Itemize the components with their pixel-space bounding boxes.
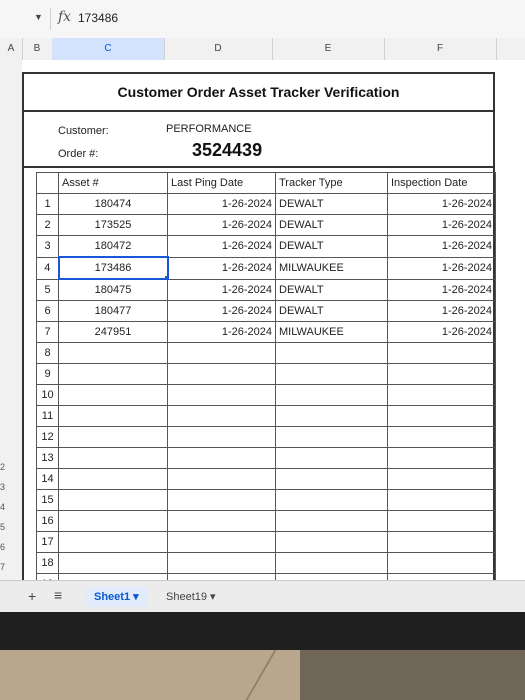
order-label: Order #: bbox=[58, 148, 99, 160]
column-header-b[interactable]: B bbox=[22, 38, 53, 60]
table-row bbox=[37, 301, 496, 322]
inspection-cell[interactable]: 1-26-2024 bbox=[388, 322, 496, 343]
row-header[interactable]: 6 bbox=[0, 542, 6, 552]
row-header-strip bbox=[0, 60, 23, 580]
table-row bbox=[37, 448, 496, 469]
ping-cell[interactable]: 1-26-2024 bbox=[168, 236, 276, 258]
inspection-cell[interactable]: 1-26-2024 bbox=[388, 194, 496, 215]
ping-cell[interactable] bbox=[168, 490, 276, 511]
table-row bbox=[37, 553, 496, 574]
ping-cell[interactable]: 1-26-2024 bbox=[168, 301, 276, 322]
inspection-cell[interactable]: 1-26-2024 bbox=[388, 257, 496, 279]
row-number[interactable]: 15 bbox=[37, 490, 59, 511]
header-last-ping: Last Ping Date bbox=[168, 173, 276, 194]
column-header-a[interactable]: A bbox=[0, 38, 23, 60]
type-cell[interactable]: MILWAUKEE bbox=[276, 322, 388, 343]
inspection-cell[interactable] bbox=[388, 532, 496, 553]
table-row bbox=[37, 215, 496, 236]
ping-cell[interactable] bbox=[168, 469, 276, 490]
row-number[interactable]: 11 bbox=[37, 406, 59, 427]
table-row bbox=[37, 236, 496, 258]
inspection-cell[interactable] bbox=[388, 469, 496, 490]
asset-cell[interactable]: 180475 bbox=[59, 279, 168, 301]
asset-cell[interactable] bbox=[59, 448, 168, 469]
page-title: Customer Order Asset Tracker Verification bbox=[22, 74, 495, 112]
table-row bbox=[37, 279, 496, 301]
type-cell[interactable] bbox=[276, 427, 388, 448]
table-row bbox=[37, 322, 496, 343]
cell-reference-dropdown-icon[interactable]: ▼ bbox=[34, 12, 43, 22]
row-number[interactable]: 2 bbox=[37, 215, 59, 236]
asset-cell[interactable] bbox=[59, 385, 168, 406]
table-row bbox=[37, 385, 496, 406]
inspection-cell[interactable] bbox=[388, 511, 496, 532]
asset-cell[interactable] bbox=[59, 427, 168, 448]
table-row bbox=[37, 343, 496, 364]
type-cell[interactable] bbox=[276, 511, 388, 532]
asset-cell[interactable]: 247951 bbox=[59, 322, 168, 343]
formula-bar bbox=[0, 0, 525, 39]
type-cell[interactable]: DEWALT bbox=[276, 194, 388, 215]
row-number[interactable]: 12 bbox=[37, 427, 59, 448]
type-cell[interactable] bbox=[276, 385, 388, 406]
header-asset: Asset # bbox=[59, 173, 168, 194]
row-header[interactable]: 4 bbox=[0, 502, 6, 512]
asset-cell[interactable] bbox=[59, 490, 168, 511]
row-number[interactable]: 6 bbox=[37, 301, 59, 322]
ping-cell[interactable] bbox=[168, 385, 276, 406]
desk-surface bbox=[0, 650, 525, 700]
ping-cell[interactable]: 1-26-2024 bbox=[168, 215, 276, 236]
all-sheets-button[interactable]: ≡ bbox=[54, 587, 63, 603]
type-cell[interactable] bbox=[276, 490, 388, 511]
asset-cell[interactable] bbox=[59, 343, 168, 364]
header-tracker-type: Tracker Type bbox=[276, 173, 388, 194]
type-cell[interactable]: DEWALT bbox=[276, 279, 388, 301]
asset-cell[interactable] bbox=[59, 532, 168, 553]
monitor-bezel bbox=[0, 612, 525, 650]
row-number[interactable]: 18 bbox=[37, 553, 59, 574]
row-number[interactable]: 8 bbox=[37, 343, 59, 364]
asset-cell[interactable]: 173525 bbox=[59, 215, 168, 236]
type-cell[interactable] bbox=[276, 364, 388, 385]
table-row bbox=[37, 427, 496, 448]
asset-cell[interactable]: 180472 bbox=[59, 236, 168, 258]
table-header-row bbox=[37, 173, 496, 194]
header-inspection-date: Inspection Date bbox=[388, 173, 496, 194]
ping-cell[interactable] bbox=[168, 343, 276, 364]
asset-cell[interactable]: 180477 bbox=[59, 301, 168, 322]
column-header-c[interactable]: C bbox=[52, 38, 165, 60]
sheet-tab-bar bbox=[0, 580, 525, 612]
row-header[interactable]: 5 bbox=[0, 522, 6, 532]
row-number[interactable]: 16 bbox=[37, 511, 59, 532]
type-cell[interactable] bbox=[276, 448, 388, 469]
column-header-bar bbox=[0, 38, 525, 61]
ping-cell[interactable] bbox=[168, 427, 276, 448]
table-row bbox=[37, 511, 496, 532]
fill-handle[interactable] bbox=[165, 276, 168, 279]
inspection-cell[interactable] bbox=[388, 448, 496, 469]
order-number[interactable]: 3524439 bbox=[192, 140, 263, 160]
asset-table bbox=[36, 172, 496, 595]
type-cell[interactable]: DEWALT bbox=[276, 236, 388, 258]
ping-cell[interactable] bbox=[168, 511, 276, 532]
ping-cell[interactable]: 1-26-2024 bbox=[168, 322, 276, 343]
table-row bbox=[37, 406, 496, 427]
row-number[interactable]: 3 bbox=[37, 236, 59, 258]
type-cell[interactable] bbox=[276, 553, 388, 574]
type-cell[interactable] bbox=[276, 406, 388, 427]
inspection-cell[interactable] bbox=[388, 553, 496, 574]
customer-value[interactable]: PERFORMANCE bbox=[166, 123, 252, 135]
inspection-cell[interactable]: 1-26-2024 bbox=[388, 236, 496, 258]
row-header[interactable]: 7 bbox=[0, 562, 6, 572]
column-header-d[interactable]: D bbox=[164, 38, 273, 60]
type-cell[interactable]: MILWAUKEE bbox=[276, 257, 388, 279]
row-number[interactable]: 7 bbox=[37, 322, 59, 343]
asset-cell[interactable] bbox=[59, 469, 168, 490]
column-header-e[interactable]: E bbox=[272, 38, 385, 60]
asset-cell[interactable] bbox=[59, 553, 168, 574]
column-header-f[interactable]: F bbox=[384, 38, 497, 60]
tab-sheet19[interactable]: Sheet19 ▾ bbox=[166, 591, 216, 603]
row-number[interactable]: 17 bbox=[37, 532, 59, 553]
asset-cell[interactable] bbox=[59, 511, 168, 532]
tab-sheet1[interactable]: Sheet1 ▾ bbox=[86, 587, 147, 607]
ping-cell[interactable] bbox=[168, 448, 276, 469]
row-number[interactable]: 13 bbox=[37, 448, 59, 469]
inspection-cell[interactable] bbox=[388, 364, 496, 385]
formula-input[interactable]: 173486 bbox=[78, 11, 119, 25]
type-cell[interactable]: DEWALT bbox=[276, 215, 388, 236]
inspection-cell[interactable] bbox=[388, 427, 496, 448]
header-index bbox=[37, 173, 59, 194]
table-row bbox=[37, 469, 496, 490]
row-number[interactable]: 9 bbox=[37, 364, 59, 385]
ping-cell[interactable]: 1-26-2024 bbox=[168, 279, 276, 301]
inspection-cell[interactable] bbox=[388, 343, 496, 364]
table-row bbox=[37, 490, 496, 511]
ping-cell[interactable] bbox=[168, 364, 276, 385]
ping-cell[interactable]: 1-26-2024 bbox=[168, 194, 276, 215]
row-header[interactable]: 3 bbox=[0, 482, 6, 492]
sheet-grid-area[interactable] bbox=[22, 60, 525, 580]
row-header[interactable]: 2 bbox=[0, 462, 6, 472]
row-number[interactable]: 5 bbox=[37, 279, 59, 301]
inspection-cell[interactable]: 1-26-2024 bbox=[388, 279, 496, 301]
type-cell[interactable] bbox=[276, 343, 388, 364]
asset-cell[interactable] bbox=[59, 364, 168, 385]
row-number[interactable]: 14 bbox=[37, 469, 59, 490]
table-row bbox=[37, 532, 496, 553]
fx-icon: fx bbox=[58, 9, 72, 25]
ping-cell[interactable] bbox=[168, 406, 276, 427]
type-cell[interactable] bbox=[276, 532, 388, 553]
asset-cell-selected[interactable] bbox=[59, 257, 168, 279]
table-row bbox=[37, 364, 496, 385]
customer-label: Customer: bbox=[58, 125, 109, 137]
inspection-cell[interactable] bbox=[388, 385, 496, 406]
ping-cell[interactable] bbox=[168, 553, 276, 574]
asset-cell[interactable] bbox=[59, 406, 168, 427]
inspection-cell[interactable] bbox=[388, 406, 496, 427]
type-cell[interactable] bbox=[276, 469, 388, 490]
row-number[interactable]: 4 bbox=[37, 257, 59, 279]
row-number[interactable]: 10 bbox=[37, 385, 59, 406]
row-number[interactable]: 1 bbox=[37, 194, 59, 215]
table-row bbox=[37, 257, 496, 279]
inspection-cell[interactable]: 1-26-2024 bbox=[388, 215, 496, 236]
type-cell[interactable]: DEWALT bbox=[276, 301, 388, 322]
ping-cell[interactable] bbox=[168, 532, 276, 553]
inspection-cell[interactable]: 1-26-2024 bbox=[388, 301, 496, 322]
inspection-cell[interactable] bbox=[388, 490, 496, 511]
add-sheet-button[interactable]: + bbox=[28, 588, 37, 604]
asset-cell[interactable]: 180474 bbox=[59, 194, 168, 215]
selected-cell-value[interactable]: 173486 bbox=[94, 262, 132, 274]
table-row bbox=[37, 194, 496, 215]
ping-cell[interactable]: 1-26-2024 bbox=[168, 257, 276, 279]
